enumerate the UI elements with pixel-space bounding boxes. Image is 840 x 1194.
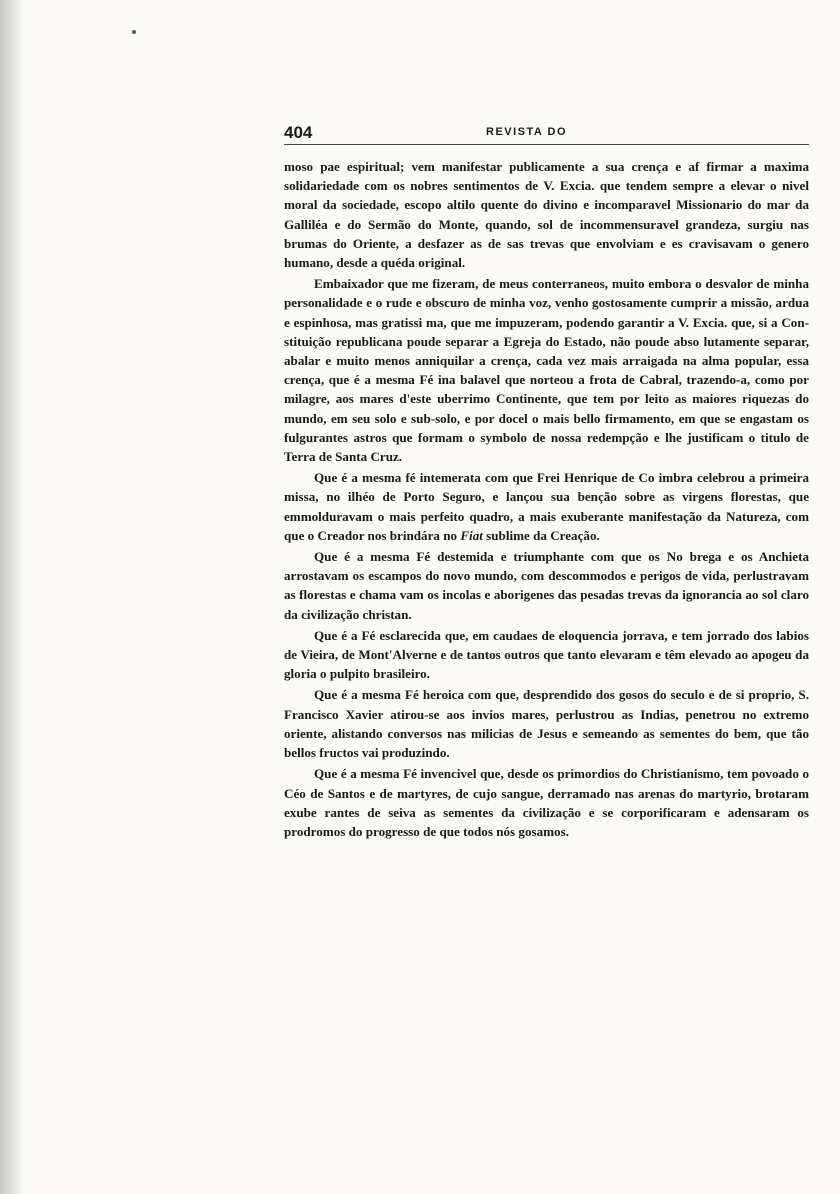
document-page xyxy=(284,118,809,843)
paragraph-3 xyxy=(284,468,809,545)
page-body xyxy=(284,157,809,841)
fiat-word: Fiat xyxy=(460,527,483,543)
paragraph-4: Que é a mesma Fé destemida e triumphante com que os No brega e os Anchieta arrostavam os escampos do novo mundo, com descommodos e perigos de vida, perlustravam as florestas e chama vam os incolas e aborigenes das pesadas trevas da ignorancia ao sol claro da civilização christan. xyxy=(284,549,809,622)
specks xyxy=(132,30,136,34)
paragraph-7: Que é a mesma Fé invencivel que, desde os primordios do Christianismo, tem povoado o Céo de Santos e de martyres, de cujo sangue, derramado nas arenas do martyrio, brotaram exube rantes de seiva as sementes da civilização e se corporificaram e adensaram os prodromos do progresso de que todos nós gosamos. xyxy=(284,766,809,839)
paragraph-3-end: sublime da Creação. xyxy=(482,527,600,543)
paragraph-3-text: Que é a mesma fé intemerata com que Frei Henrique de Co imbra celebrou a primeira missa, no ilhéo de Porto Seguro, e lançou sua benção sobre as virgens florestas, que emmolduravam o mais perfeito quadro, a mais exuberante manifestação da Natureza, com que o Creador nos brindára no xyxy=(284,470,809,543)
paragraph-6: Que é a mesma Fé heroica com que, desprendido dos gosos do seculo e de si proprio, S. Francisco Xavier atirou-se aos invios mares, perlustrou as Indias, penetrou no extremo oriente, alistando conversos nas milicias de Jesus e semeando as sementes do bem, que tão bellos fructos vai produzindo. xyxy=(284,687,809,761)
page-header xyxy=(284,118,809,145)
paragraph-2: Embaixador que me fizeram, de meus conterraneos, muito embora o desvalor de minha personalidade e o rude e obscuro de minha voz, venho gostosamente cumprir a missão, ardua e espinhosa, mas gratissi ma, que me impuzeram, podendo garantir a V. Excia. que, si a Con stituição republicana poude separar a Egreja do Estado, não poude abso lutamente separar, abalar e muito menos anniquilar a crença, cada vez mais arraigada na alma popular, essa crença, que é a mesma Fé ina balavel que norteou a frota de Cabral, trazendo-a, como por milagre, aos mares d'este uberrimo Continente, que tem por leito as maiores riquezas do mundo, em seu solo e sub-solo, e por docel o mais bello firmamento, em que se engastam os fulgurantes astros que formam o symbolo de nossa redempção e lhe justificam o titulo de Terra de Santa Cruz. xyxy=(284,276,809,465)
running-title: REVISTA DO xyxy=(486,126,568,138)
page-number: 404 xyxy=(284,123,313,142)
page-edge-shadow xyxy=(0,0,24,1194)
paragraph-5: Que é a Fé esclarecida que, em caudaes de eloquencia jorrava, e tem jorrado dos labios de Vieira, de Mont'Alverne e de tantos outros que tanto elevaram e têm elevado ao apogeu da gloria o pulpito brasileiro. xyxy=(284,627,809,682)
paragraph-1: moso pae espiritual; vem manifestar publicamente a sua crença e af firmar a maxima solidariedade com os nobres sentimentos de V. Excia. que tendem sempre a elevar o nivel moral da sociedade, escopo altilo quente do divino e incomparavel Missionario do mar da Galliléa e do Sermão do Monte, quando, sol de incommensuravel grandeza, surgiu nas brumas do Oriente, a desfazer as de sas trevas que envolviam e es cravisavam o genero humano, desde a quéda original. xyxy=(284,159,809,271)
